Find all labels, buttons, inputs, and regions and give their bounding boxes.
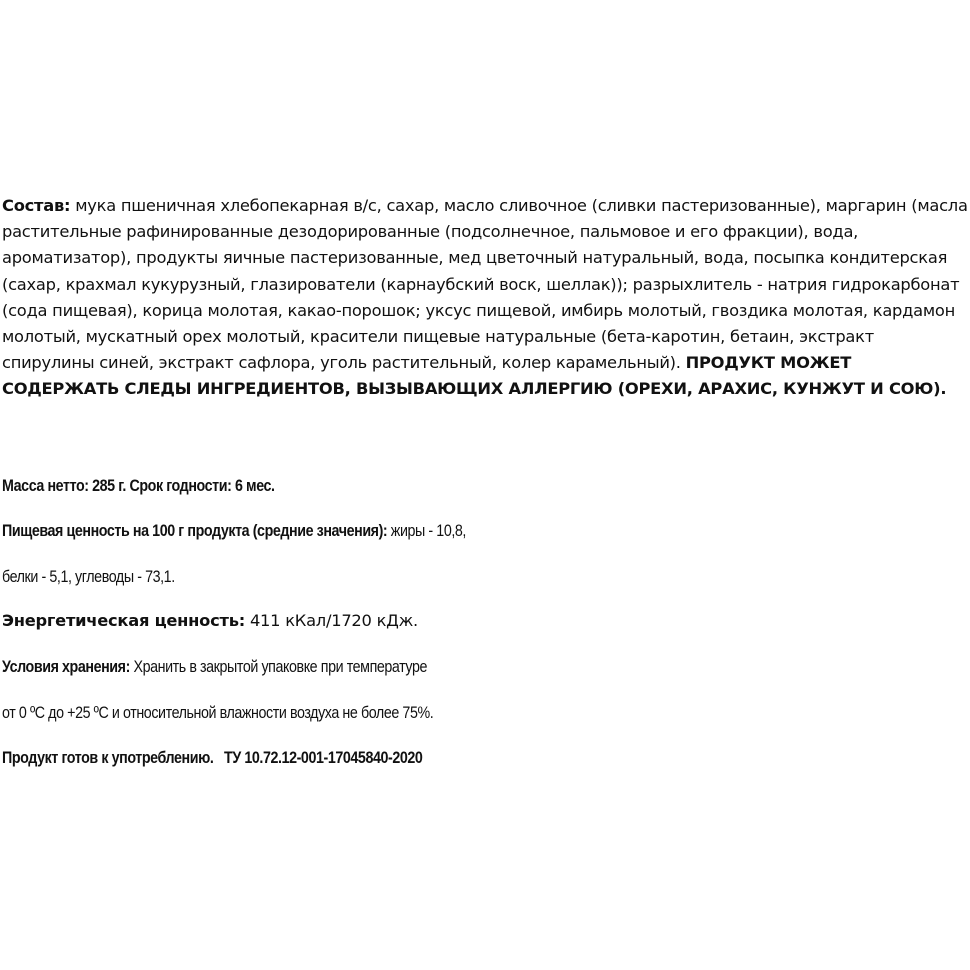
nutrition-line-1 (2, 521, 554, 541)
storage-text-2: от 0 ºС до +25 ºС и относительной влажности воздуха не более 75%. (2, 703, 434, 722)
storage-label: Условия хранения: (2, 657, 130, 676)
nutrition-values-2: белки - 5,1, углеводы - 73,1. (2, 567, 175, 586)
composition-text: мука пшеничная хлебопекарная в/с, сахар, масло сливочное (сливки пастеризованные), маргарин (масла растительные рафинированные дезодорированные (подсолнечное, пальмовое и его фракции), вода, ароматизатор), продукты яичные пастеризованные, мед цветочный натуральный, вода, посыпка кондитерская (сахар, крахмал кукурузный, глазирователи (карнаубский воск, шеллак)); разрыхлитель - натрия гидрокарбонат (сода пищевая), корица молотая, какао-порошок; уксус пищевой, имбирь молотый, гвоздика молотая, кардамон молотый, мускатный орех молотый, красители пищевые натуральные (бета-каротин, бетаин, экстракт спирулины синей, экстракт сафлора, уголь растительный, колер карамельный). (2, 196, 968, 373)
allergen-warning: ПРОДУКТ МОЖЕТ СОДЕРЖАТЬ СЛЕДЫ ИНГРЕДИЕНТОВ, ВЫЗЫВАЮЩИХ АЛЛЕРГИЮ (ОРЕХИ, АРАХИС, КУНЖУТ И СОЮ). (2, 353, 947, 399)
energy-value: 411 кКал/1720 кДж. (245, 611, 418, 630)
storage-line-2 (2, 703, 515, 723)
composition-label: Состав: (2, 196, 71, 215)
net-weight-line (2, 476, 327, 496)
energy-line (2, 611, 418, 630)
net-weight-text: Масса нетто: 285 г. Срок годности: 6 мес. (2, 476, 275, 495)
nutrition-label: Пищевая ценность на 100 г продукта (средние значения): (2, 521, 388, 540)
nutrition-line-2 (2, 567, 208, 587)
storage-text-1: Хранить в закрытой упаковке при температуре (129, 657, 428, 676)
storage-line-1 (2, 657, 508, 677)
energy-label: Энергетическая ценность: (2, 611, 246, 630)
nutrition-values-1: жиры - 10,8, (387, 521, 466, 540)
ready-to-eat: Продукт готов к употреблению. (2, 748, 214, 767)
footer-line (2, 748, 503, 768)
standard-code: ТУ 10.72.12-001-17045840-2020 (213, 748, 423, 767)
composition-paragraph (2, 193, 970, 403)
